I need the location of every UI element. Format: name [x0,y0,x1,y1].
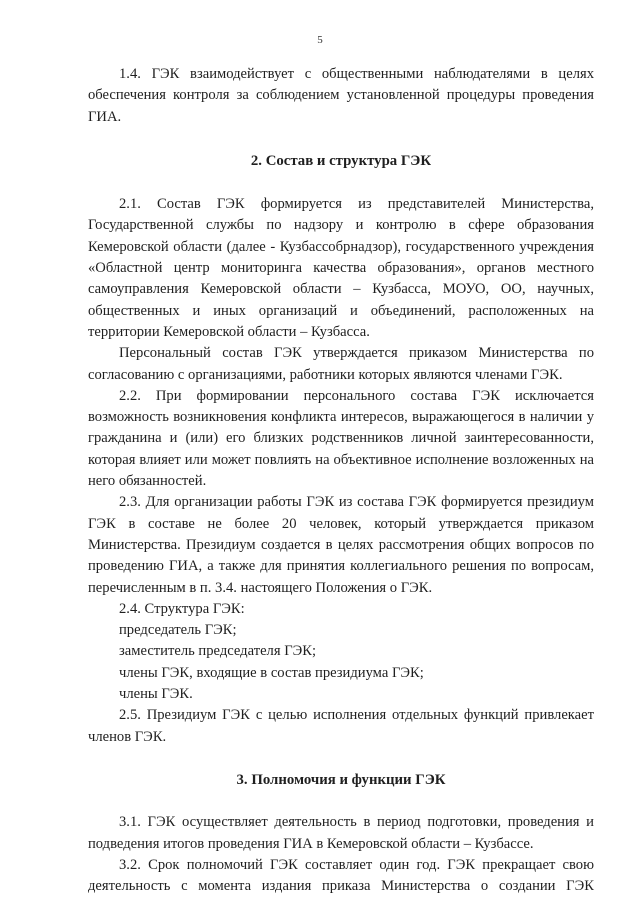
paragraph-1-4: 1.4. ГЭК взаимодействует с общественными наблюдателями в целях обеспечения контроля за соблюдением установленной процедуры проведения ГИА. [88,66,594,125]
section-2-heading: 2. Состав и структура ГЭК [250,152,432,169]
paragraph-3-1: 3.1. ГЭК осуществляет деятельность в период подготовки, проведения и подведения итогов проведения ГИА в Кемеровской области – Кузбассе. [88,814,594,852]
paragraph-2-3: 2.3. Для организации работы ГЭК из состава ГЭК формируется президиум ГЭК в составе не более 20 человек, который утверждается приказом Министерства. Президиум создается в целях рассмотрения общих вопросов по проведению ГИА, а также для принятия коллегиального решения по вопросам, перечисленным в п. 3.4. настоящего Положения о ГЭК. [88,494,594,596]
paragraph-2-2: 2.2. При формировании персонального состава ГЭК исключается возможность возникновения конфликта интересов, выражающегося в наличии у гражданина и (или) его близких родственников личной заинтересованности, которая влияет или может повлиять на объективное исполнение возложенных на него обязанностей. [88,387,594,490]
page-content [88,64,594,897]
section-3-heading: 3. Полномочия и функции ГЭК [236,771,446,788]
structure-item-members: члены ГЭК. [119,686,193,703]
structure-title: 2.4. Структура ГЭК: [119,600,245,617]
paragraph-2-5: 2.5. Президиум ГЭК с целью исполнения отдельных функций привлекает членов ГЭК. [88,707,594,745]
structure-item-presidium-members: члены ГЭК, входящие в состав президиума ГЭК; [119,664,424,681]
paragraph-personal-composition: Персональный состав ГЭК утверждается приказом Министерства по согласованию с организациями, работники которых являются членами ГЭК. [88,345,594,383]
paragraph-2-1: 2.1. Состав ГЭК формируется из представителей Министерства, Государственной службы по надзору и контролю в сфере образования Кемеровской области (далее - Кузбассобрнадзор), государственного учреждения «Областной центр мониторинга качества образования», органов местного самоуправления Кемеровской области – Кузбасса, МОУО, ОО, научных, общественных и иных организаций и объединений, расположенных на территории Кемеровской области – Кузбасса. [88,196,594,340]
structure-item-deputy: заместитель председателя ГЭК; [119,643,317,660]
paragraph-3-2: 3.2. Срок полномочий ГЭК составляет один год. ГЭК прекращает свою деятельность с момента издания приказа Министерства о создании ГЭК [88,856,594,895]
structure-item-chairman: председатель ГЭК; [119,622,237,639]
page-number: 5 [317,34,323,46]
